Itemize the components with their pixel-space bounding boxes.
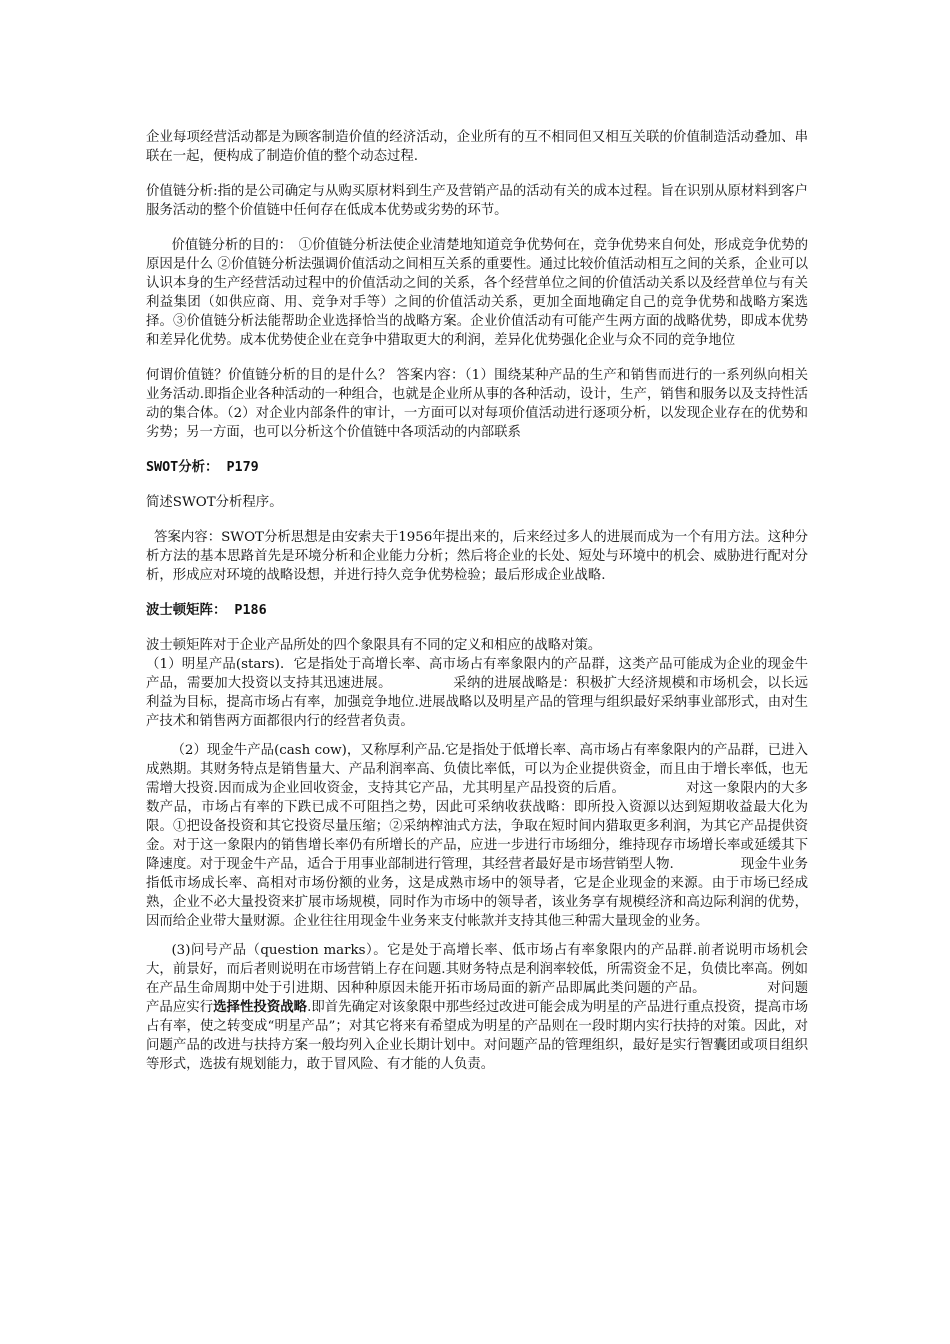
paragraph-bcg-intro: 波士顿矩阵对于企业产品所处的四个象限具有不同的定义和相应的战略对策。 (146, 638, 602, 653)
selective-investment-strategy: 选择性投资战略 (213, 999, 308, 1015)
question-marks-text-1: (3)问号产品（question marks）。它是处于高增长率、低市场占有率象限内的产品群.前者说明市场机会大，前景好，而后者则说明在市场营销上存在问题.其财务特点是利润率较低，所需资金不足，负债比率高。例如在产品生命周期中处于引进期、因种种原因未能开拓市场局面的新产品即属此类问题的产品。 对问题产品应实行 (146, 943, 808, 1015)
paragraph-question-marks (146, 941, 808, 1074)
paragraph-swot-question: 简述SWOT分析程序。 (146, 495, 283, 510)
heading-bcg-matrix: 波士顿矩阵： P186 (146, 603, 267, 618)
paragraph-value-activities: 企业每项经营活动都是为顾客制造价值的经济活动，企业所有的互不相同但又相互关联的价值制造活动叠加、串联在一起，便构成了制造价值的整个动态过程. (146, 130, 808, 164)
document-page (146, 128, 808, 1074)
paragraph-value-chain-qa: 何谓价值链？价值链分析的目的是什么？ 答案内容：（1）围绕某种产品的生产和销售而进行的一系列纵向相关业务活动.即指企业各种活动的一种组合，也就是企业所从事的各种活动，设计，生产，销售和服务以及支持性活动的集合体。（2）对企业内部条件的审计，一方面可以对每项价值活动进行逐项分析，以发现企业存在的优势和劣势；另一方面，也可以分析这个价值链中各项活动的内部联系 (146, 368, 808, 440)
paragraph-value-chain-definition: 价值链分析:指的是公司确定与从购买原材料到生产及营销产品的活动有关的成本过程。旨在识别从原材料到客户服务活动的整个价值链中任何存在低成本优势或劣势的环节。 (146, 184, 808, 218)
paragraph-swot-answer: 答案内容：SWOT分析思想是由安索夫于1956年提出来的，后来经过多人的进展而成为一个有用方法。这种分析方法的基本思路首先是环境分析和企业能力分析；然后将企业的长处、短处与环境中的机会、威胁进行配对分析，形成应对环境的战略设想，并进行持久竞争优势检验；最后形成企业战略. (146, 530, 808, 583)
heading-swot: SWOT分析： P179 (146, 460, 259, 475)
paragraph-value-chain-purpose: 价值链分析的目的： ①价值链分析法使企业清楚地知道竞争优势何在，竞争优势来自何处，形成竞争优势的原因是什么 ②价值链分析法强调价值活动之间相互关系的重要性。通过比较价值活动相互之间的关系，企业可以认识本身的生产经营活动过程中的价值活动之间的关系，各个经营单位之间的价值活动关系以及经营单位与有关利益集团（如供应商、用、竞争对手等）之间的价值活动关系，更加全面地确定自己的竞争优势和战略方案选择。③价值链分析法能帮助企业选择恰当的战略方案。企业价值活动有可能产生两方面的战略优势，即成本优势和差异化优势。成本优势使企业在竞争中猎取更大的利润，差异化优势强化企业与众不同的竞争地位 (146, 238, 808, 348)
paragraph-stars: （1）明星产品(stars)．它是指处于高增长率、高市场占有率象限内的产品群，这类产品可能成为企业的现金牛产品，需要加大投资以支持其迅速进展。 采纳的进展战略是：积极扩大经济规模和市场机会，以长远利益为目标，提高市场占有率，加强竞争地位.进展战略以及明星产品的管理与组织最好采纳事业部形式，由对生产技术和销售两方面都很内行的经营者负责。 (146, 657, 808, 729)
paragraph-cash-cow: （2）现金牛产品(cash cow)，又称厚利产品.它是指处于低增长率、高市场占有率象限内的产品群，已进入成熟期。其财务特点是销售量大、产品利润率高、负债比率低，可以为企业提供资金，而且由于增长率低，也无需增大投资.因而成为企业回收资金，支持其它产品，尤其明星产品投资的后盾。 对这一象限内的大多数产品，市场占有率的下跌已成不可阻挡之势，因此可采纳收获战略：即所投入资源以达到短期收益最大化为限。①把设备投资和其它投资尽量压缩；②采纳榨油式方法，争取在短时间内猎取更多利润，为其它产品提供资金。对于这一象限内的销售增长率仍有所增长的产品，应进一步进行市场细分，维持现存市场增长率或延缓其下降速度。对于现金牛产品，适合于用事业部制进行管理，其经营者最好是市场营销型人物. 现金牛业务指低市场成长率、高相对市场份额的业务，这是成熟市场中的领导者，它是企业现金的来源。由于市场已经成熟，企业不必大量投资来扩展市场规模，同时作为市场中的领导者，该业务享有规模经济和高边际利润的优势，因而给企业带大量财源。企业往往用现金牛业务来支付帐款并支持其他三种需大量现金的业务。 (146, 743, 808, 929)
question-marks-text-2: .即首先确定对该象限中那些经过改进可能会成为明星的产品进行重点投资，提高市场占有率，使之转变成“明星产品”；对其它将来有希望成为明星的产品则在一段时期内实行扶持的对策。因此，对问题产品的改进与扶持方案一般均列入企业长期计划中。对问题产品的管理组织，最好是实行智囊团或项目组织等形式，选拔有规划能力，敢于冒风险、有才能的人负责。 (146, 1000, 809, 1072)
